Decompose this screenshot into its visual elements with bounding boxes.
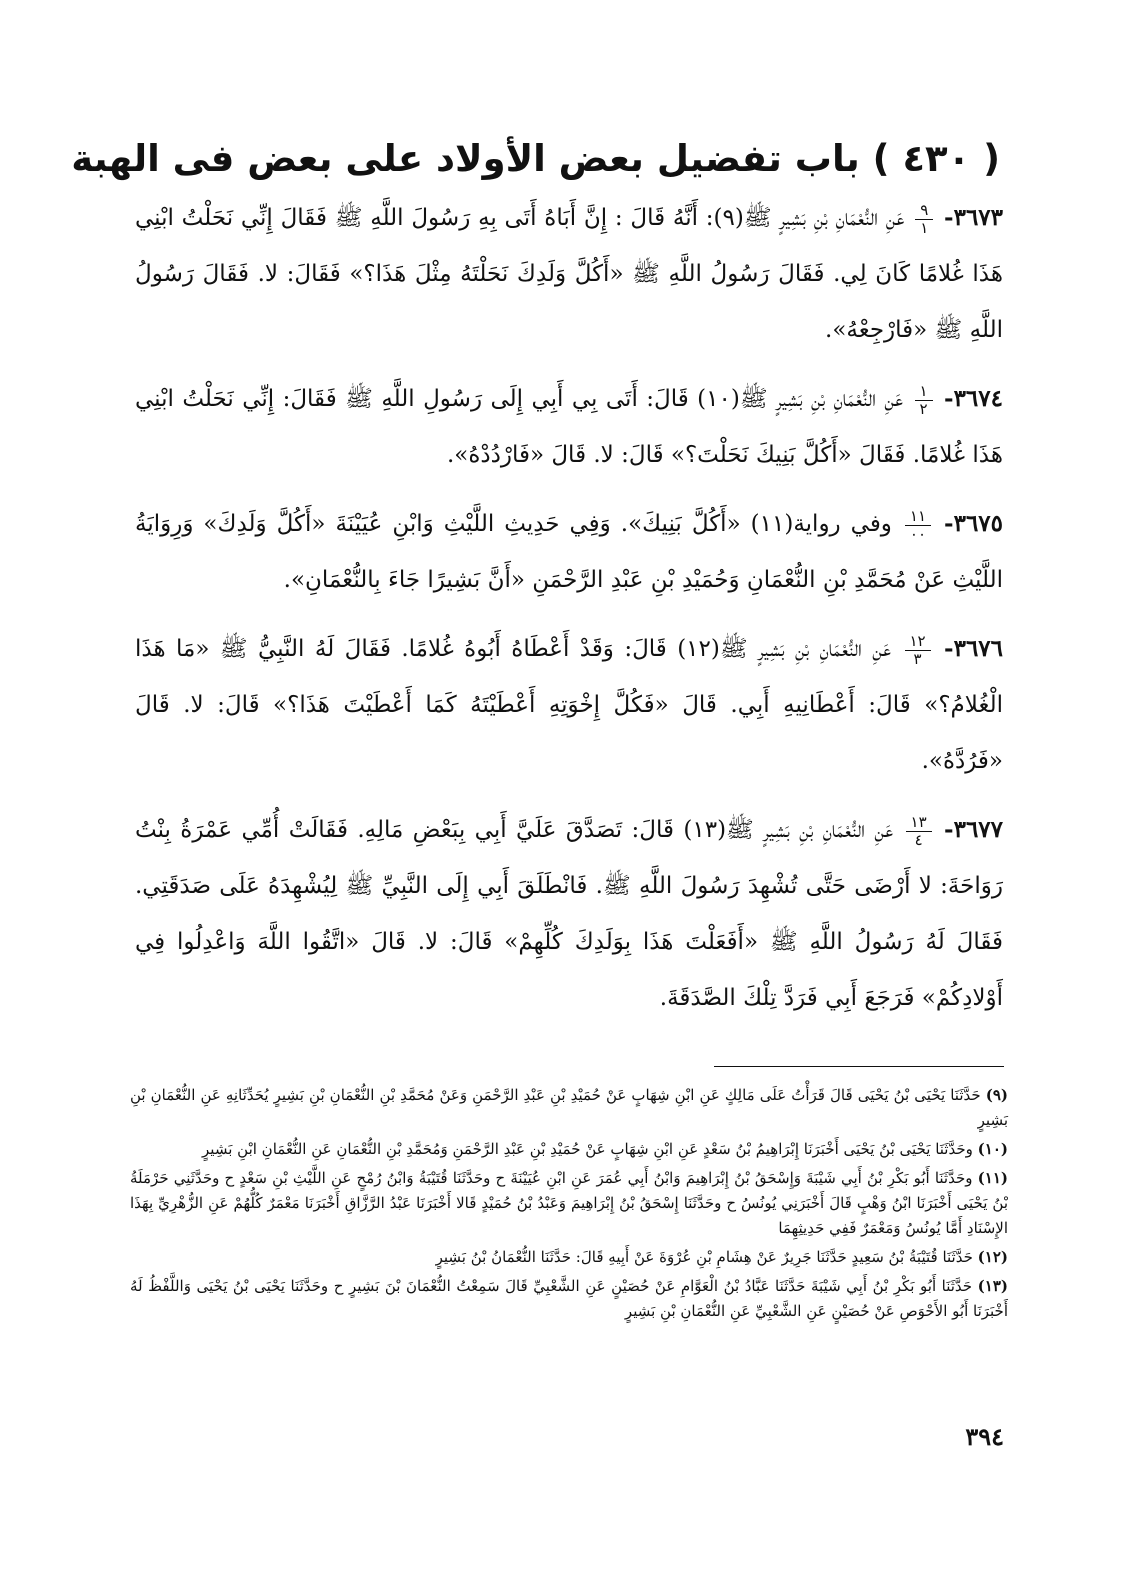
hadith-list <box>135 190 1003 1039</box>
cross-reference-fraction <box>905 633 931 668</box>
footnotes <box>130 1083 1008 1328</box>
page-number: ٣٩٤ <box>965 1422 1004 1451</box>
fraction-top: ١١ <box>905 508 931 526</box>
hadith-number: ٣٦٧٣- <box>944 204 1004 231</box>
fraction-top: ٩ <box>915 202 933 220</box>
hadith-3673 <box>135 190 1003 358</box>
hadith-text: عَنِ النُّعْمَانِ بْنِ بَشِيرٍ ﷺ(١٠) قَالَ: أَتَى بِي أَبِي إِلَى رَسُولِ اللَّهِ ﷺ فَقَالَ: إِنِّي نَحَلْتُ ابْنِي هَذَا غُلامًا. فَقَالَ «أَكُلَّ بَنِيكَ نَحَلْتَ؟» قَالَ: لا. قَالَ «فَارْدُدْهُ». <box>135 386 1003 468</box>
hadith-3675 <box>135 496 1003 608</box>
hadith-3676 <box>135 621 1003 789</box>
hadith-3677 <box>135 802 1003 1026</box>
hadith-text: عَنِ النُّعْمَانِ بْنِ بَشِيرٍ ﷺ(١٢) قَالَ: وَقَدْ أَعْطَاهُ أَبُوهُ غُلامًا. فَقَالَ لَهُ النَّبِيُّ ﷺ «مَا هَذَا الْغُلامُ؟» قَالَ: أَعْطَانِيهِ أَبِي. قَالَ «فَكُلَّ إِخْوَتِهِ أَعْطَيْتَهُ كَمَا أَعْطَيْتَ هَذَا؟» قَالَ: لا. قَالَ «فَرُدَّهُ». <box>135 636 1003 774</box>
footnote-11 <box>130 1166 1008 1241</box>
footnote-12 <box>130 1245 1008 1270</box>
footnote-text: حَدَّثَنَا قُتَيْبَةُ بْنُ سَعِيدٍ حَدَّثَنَا جَرِيرٌ عَنْ هِشَامِ بْنِ عُرْوَةَ عَنْ أَبِيهِ قَالَ: حَدَّثَنَا النُّعْمَانُ بْنُ بَشِيرٍ <box>435 1248 973 1266</box>
footnote-text: حَدَّثَنَا يَحْيَى بْنُ يَحْيَى قَالَ قَرَأْتُ عَلَى مَالِكٍ عَنِ ابْنِ شِهَابٍ عَنْ حُمَيْدِ بْنِ عَبْدِ الرَّحْمَنِ وَعَنْ مُحَمَّدِ بْنِ النُّعْمَانِ بْنِ بَشِيرٍ يُحَدِّثَانِهِ عَنِ النُّعْمَانِ بْنِ بَشِيرٍ <box>130 1086 1008 1129</box>
footnote-separator <box>714 1066 1004 1067</box>
hadith-number: ٣٦٧٧- <box>944 816 1004 843</box>
footnote-label: (٩) <box>985 1086 1008 1104</box>
chapter-title: ( ٤٣٠ ) باب تفضيل بعض الأولاد على بعض فى الهبة <box>71 136 1000 180</box>
cross-reference-fraction <box>915 202 933 237</box>
hadith-number: ٣٦٧٦- <box>944 635 1004 662</box>
fraction-top: ١ <box>915 383 933 401</box>
cross-reference-fraction <box>906 814 932 849</box>
footnote-13 <box>130 1274 1008 1324</box>
footnote-label: (١١) <box>977 1169 1008 1187</box>
cross-reference-fraction <box>915 383 933 418</box>
footnote-label: (١٠) <box>977 1140 1008 1158</box>
cross-reference-fraction <box>905 508 931 543</box>
fraction-bottom: ٢ <box>919 399 928 418</box>
footnote-text: وحَدَّثَنَا أَبُو بَكْرِ بْنُ أَبِي شَيْبَةَ وَإِسْحَقُ بْنُ إِبْرَاهِيمَ وَابْنُ أَبِي عُمَرَ عَنِ ابْنِ عُيَيْنَةَ ح وحَدَّثَنَا قُتَيْبَةُ وَابْنُ رُمْحٍ عَنِ اللَّيْثِ بْنِ سَعْدٍ ح وحَدَّثَنِي حَرْمَلَةُ بْنُ يَحْيَى أَخْبَرَنَا ابْنُ وَهْبٍ قَالَ أَخْبَرَنِي يُونُسُ ح وحَدَّثَنَا إِسْحَقُ بْنُ إِبْرَاهِيمَ وَعَبْدُ بْنُ حُمَيْدٍ قَالا أَخْبَرَنَا عَبْدُ الرَّزَّاقِ أَخْبَرَنَا مَعْمَرٌ كُلُّهُمْ عَنِ الزُّهْرِيِّ بِهَذَا الإِسْنَادِ أَمَّا يُونُسُ وَمَعْمَرٌ فَفِي حَدِيثِهِمَا <box>130 1169 1008 1237</box>
footnote-label: (١٢) <box>977 1248 1008 1266</box>
footnote-text: حَدَّثَنَا أَبُو بَكْرِ بْنُ أَبِي شَيْبَةَ حَدَّثَنَا عَبَّادُ بْنُ الْعَوَّامِ عَنْ حُصَيْنٍ عَنِ الشَّعْبِيِّ قَالَ سَمِعْتُ النُّعْمَانَ بْنَ بَشِيرٍ ح وحَدَّثَنَا يَحْيَى بْنُ يَحْيَى وَاللَّفْظُ لَهُ أَخْبَرَنَا أَبُو الأَحْوَصِ عَنْ حُصَيْنٍ عَنِ الشَّعْبِيِّ عَنِ النُّعْمَانِ بْنِ بَشِيرٍ <box>130 1277 1008 1320</box>
hadith-number: ٣٦٧٥- <box>944 510 1004 537</box>
fraction-bottom: ٠٠ <box>909 524 927 543</box>
footnote-10 <box>130 1137 1008 1162</box>
fraction-bottom: ١ <box>920 218 929 237</box>
hadith-text: عَنِ النُّعْمَانِ بْنِ بَشِيرٍ ﷺ(٩): أَنَّهُ قَالَ : إِنَّ أَبَاهُ أَتَى بِهِ رَسُولَ اللَّهِ ﷺ فَقَالَ إِنِّي نَحَلْتُ ابْنِي هَذَا غُلامًا كَانَ لِي. فَقَالَ رَسُولُ اللَّهِ ﷺ «أَكُلَّ وَلَدِكَ نَحَلْتَهُ مِثْلَ هَذَا؟» فَقَالَ: لا. فَقَالَ رَسُولُ اللَّهِ ﷺ «فَارْجِعْهُ». <box>135 205 1003 343</box>
fraction-top: ١٢ <box>905 633 931 651</box>
fraction-top: ١٣ <box>906 814 932 832</box>
hadith-3674 <box>135 371 1003 483</box>
hadith-text: عَنِ النُّعْمَانِ بْنِ بَشِيرٍ ﷺ(١٣) قَالَ: تَصَدَّقَ عَلَيَّ أَبِي بِبَعْضِ مَالِهِ. فَقَالَتْ أُمِّي عَمْرَةُ بِنْتُ رَوَاحَةَ: لا أَرْضَى حَتَّى تُشْهِدَ رَسُولَ اللَّهِ ﷺ. فَانْطَلَقَ أَبِي إِلَى النَّبِيِّ ﷺ لِيُشْهِدَهُ عَلَى صَدَقَتِي. فَقَالَ لَهُ رَسُولُ اللَّهِ ﷺ «أَفَعَلْتَ هَذَا بِوَلَدِكَ كُلِّهِمْ» قَالَ: لا. قَالَ «اتَّقُوا اللَّهَ وَاعْدِلُوا فِي أَوْلادِكُمْ» فَرَجَعَ أَبِي فَرَدَّ تِلْكَ الصَّدَقَةَ. <box>135 817 1003 1011</box>
footnote-label: (١٣) <box>977 1277 1008 1295</box>
footnote-text: وحَدَّثَنَا يَحْيَى بْنُ يَحْيَى أَخْبَرَنَا إِبْرَاهِيمُ بْنُ سَعْدٍ عَنِ ابْنِ شِهَابٍ عَنْ حُمَيْدِ بْنِ عَبْدِ الرَّحْمَنِ وَمُحَمَّدِ بْنِ النُّعْمَانِ عَنِ النُّعْمَانِ ابْنِ بَشِيرٍ <box>202 1140 973 1158</box>
hadith-number: ٣٦٧٤- <box>944 385 1003 412</box>
footnote-9 <box>130 1083 1008 1133</box>
hadith-text: وفي رواية(١١) «أَكُلَّ بَنِيكَ». وَفِي حَدِيثِ اللَّيْثِ وَابْنِ عُيَيْنَةَ «أَكُلَّ وَلَدِكَ» وَرِوَايَةُ اللَّيْثِ عَنْ مُحَمَّدِ بْنِ النُّعْمَانِ وَحُمَيْدِ بْنِ عَبْدِ الرَّحْمَنِ «أَنَّ بَشِيرًا جَاءَ بِالنُّعْمَانِ». <box>135 511 1003 593</box>
fraction-bottom: ٤ <box>914 830 923 849</box>
fraction-bottom: ٣ <box>913 649 922 668</box>
